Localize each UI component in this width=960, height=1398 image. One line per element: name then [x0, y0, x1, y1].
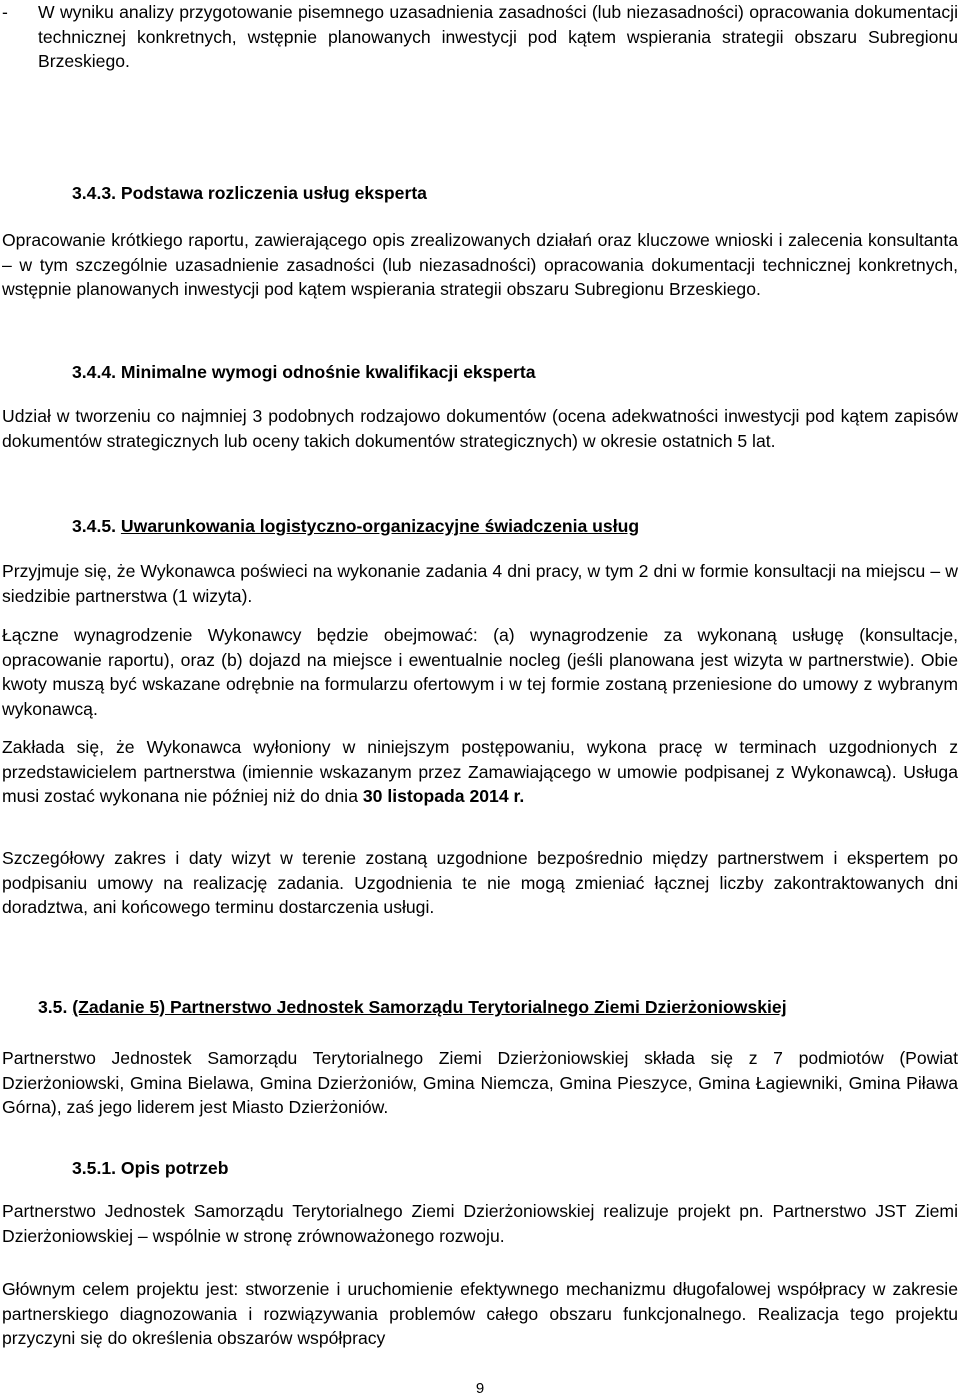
heading-3-5 — [38, 995, 958, 1020]
heading-title: Uwarunkowania logistyczno-organizacyjne świadczenia usług — [120, 516, 640, 536]
paragraph-3-4-5-4: Szczegółowy zakres i daty wizyt w terenie zostaną uzgodnione bezpośrednio między partnerstwem i ekspertem po podpisaniu umowy na realizację zadania. Uzgodnienia te nie mogą zmieniać łącznej liczby zakontraktowanych dni doradztwa, ani końcowego terminu dostarczenia usługi. — [2, 848, 958, 918]
heading-number: 3.5. — [38, 997, 68, 1017]
heading-title: Opis potrzeb — [120, 1158, 229, 1178]
heading-3-4-4 — [72, 360, 958, 385]
paragraph-3-5-1-2: Głównym celem projektu jest: stworzenie i uruchomienie efektywnego mechanizmu długofalowej współpracy w zakresie partnerskiego diagnozowania i rozwiązywania problemów całego obszaru funkcjonalnego. Realizacja tego projektu przyczyni się do określenia obszarów współpracy — [2, 1279, 958, 1349]
paragraph-3-4-5-3 — [2, 735, 958, 809]
paragraph-3-4-3: Opracowanie krótkiego raportu, zawierającego opis zrealizowanych działań oraz kluczowe wnioski i zalecenia konsultanta – w tym szczególnie uzasadnienie zasadności (lub niezasadności) opracowania dokumentacji technicznej konkretnych, wstępnie planowanych inwestycji pod kątem wspierania strategii obszaru Subregionu Brzeskiego. — [2, 230, 958, 300]
paragraph-3-5: Partnerstwo Jednostek Samorządu Terytorialnego Ziemi Dzierżoniowskiej składa się z 7 podmiotów (Powiat Dzierżoniowski, Gmina Bielawa, Gmina Dzierżoniów, Gmina Niemcza, Gmina Pieszyce, Gmina Łagiewniki, Gmina Piława Górna), zaś jego liderem jest Miasto Dzierżoniów. — [2, 1048, 958, 1118]
heading-3-4-5 — [72, 514, 958, 539]
paragraph-text: Zakłada się, że Wykonawca wyłoniony w niniejszym postępowaniu, wykona pracę w terminach uzgodnionych z przedstawicielem partnerstwa (imiennie wskazanym przez Zamawiającego w umowie podpisanej z Wykonawcą). Usługa musi zostać wykonana nie później niż do dnia — [2, 737, 958, 807]
deadline-date: 30 listopada 2014 r. — [362, 786, 525, 807]
paragraph-3-4-4: Udział w tworzeniu co najmniej 3 podobnych rodzajowo dokumentów (ocena adekwatności inwestycji pod kątem zapisów dokumentów strategicznych lub oceny takich dokumentów strategicznych) w okresie ostatnich 5 lat. — [2, 406, 958, 451]
paragraph-3-4-5-1: Przyjmuje się, że Wykonawca poświeci na wykonanie zadania 4 dni pracy, w tym 2 dni w formie konsultacji na miejscu – w siedzibie partnerstwa (1 wizyta). — [2, 561, 958, 606]
bullet-paragraph — [2, 0, 958, 74]
bullet-text: W wyniku analizy przygotowanie pisemnego uzasadnienia zasadności (lub niezasadności) opracowania dokumentacji technicznej konkretnych, wstępnie planowanych inwestycji pod kątem wspierania strategii obszaru Subregionu Brzeskiego. — [38, 2, 958, 72]
heading-number: 3.5.1. — [72, 1158, 117, 1178]
heading-title: (Zadanie 5) Partnerstwo Jednostek Samorządu Terytorialnego Ziemi Dzierżoniowskiej — [72, 997, 787, 1017]
heading-title: Minimalne wymogi odnośnie kwalifikacji eksperta — [120, 362, 536, 382]
page-number: 9 — [475, 1380, 485, 1397]
bullet-dash: - — [2, 2, 8, 22]
heading-3-5-1 — [72, 1156, 958, 1181]
heading-number: 3.4.3. — [72, 183, 117, 203]
heading-3-4-3 — [72, 181, 958, 206]
heading-number: 3.4.5. — [72, 516, 117, 536]
paragraph-3-4-5-2: Łączne wynagrodzenie Wykonawcy będzie obejmować: (a) wynagrodzenie za wykonaną usługę (konsultacje, opracowanie raportu), oraz (b) dojazd na miejsce i ewentualnie nocleg (jeśli planowana jest wizyta w partnerstwie). Obie kwoty muszą być wskazane odrębnie na formularzu ofertowym i w tej formie zostaną przeniesione do umowy z wybranym wykonawcą. — [2, 625, 958, 719]
paragraph-3-5-1-1: Partnerstwo Jednostek Samorządu Terytorialnego Ziemi Dzierżoniowskiej realizuje projekt pn. Partnerstwo JST Ziemi Dzierżoniowskiej – wspólnie w stronę zrównoważonego rozwoju. — [2, 1201, 958, 1246]
heading-number: 3.4.4. — [72, 362, 117, 382]
heading-title: Podstawa rozliczenia usług eksperta — [120, 183, 427, 203]
